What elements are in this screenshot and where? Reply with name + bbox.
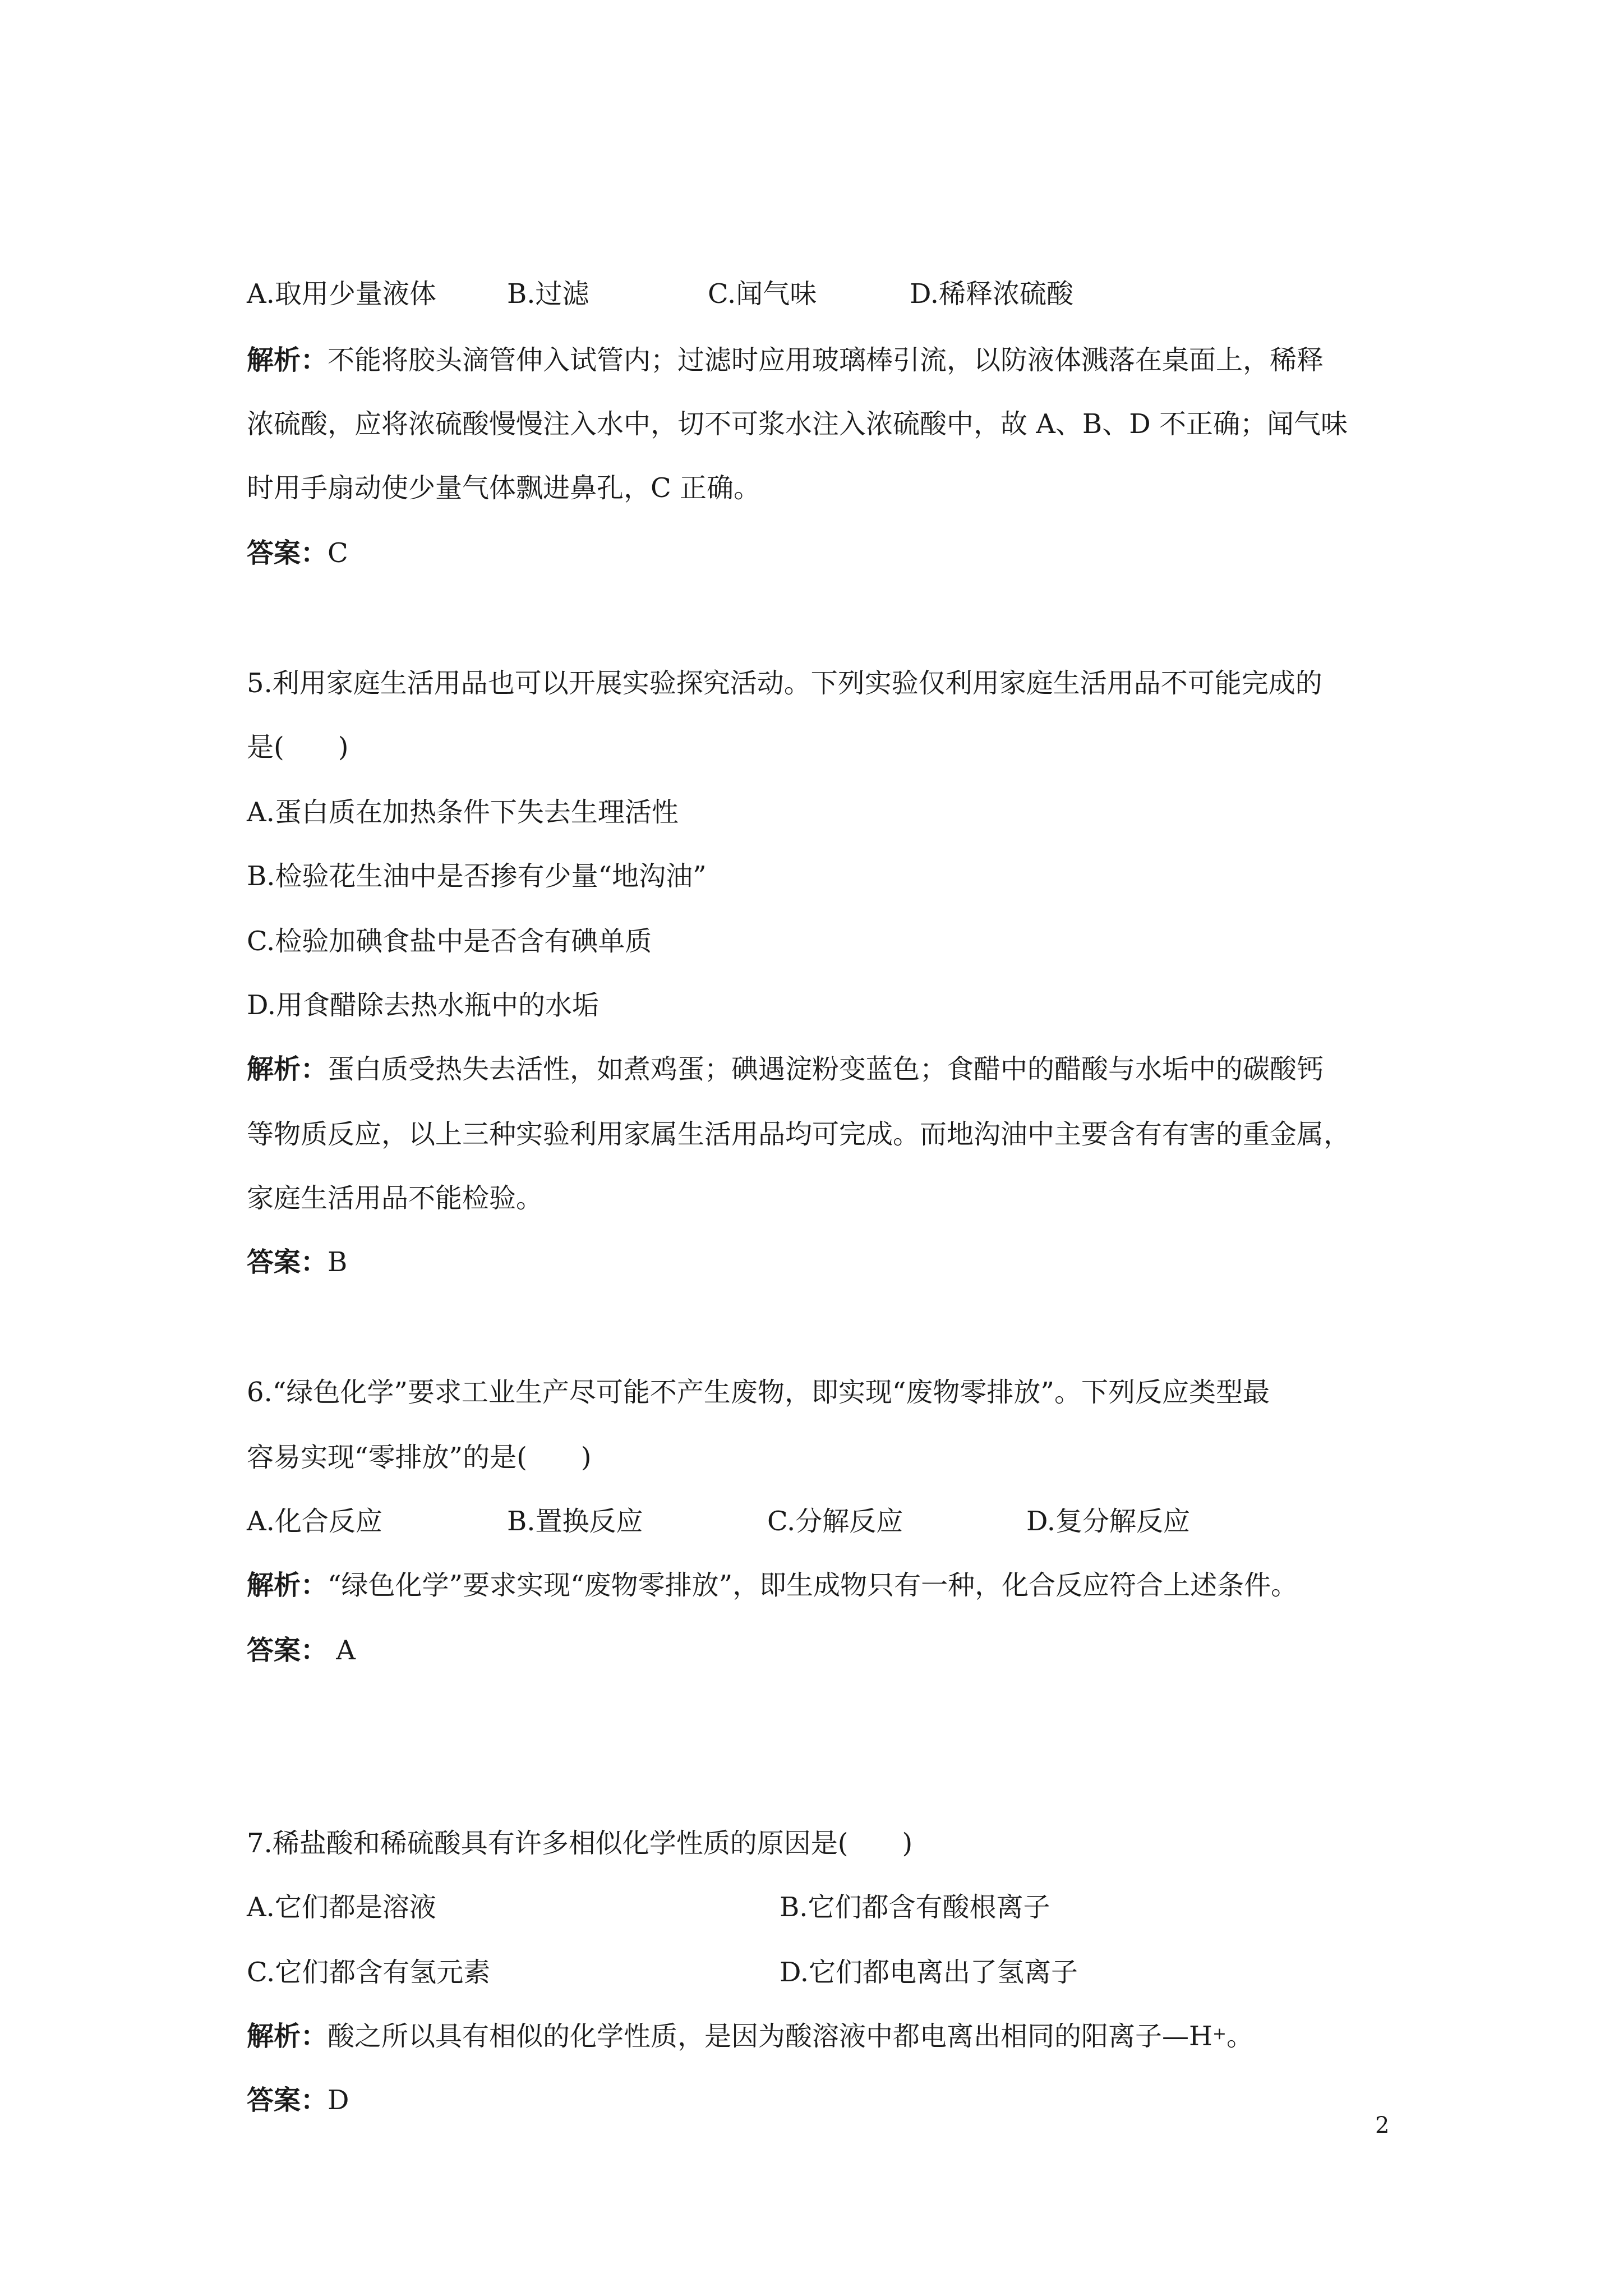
q7-option-d: D.它们都电离出了氢离子 (780, 1957, 1078, 1988)
q5-analysis-label: 解析： (247, 1053, 328, 1085)
q6-stem-line-1: 6.“绿色化学”要求工业生产尽可能不产生废物，即实现“废物零排放”。下列反应类型最 (247, 1377, 1270, 1408)
q6-analysis: 解析：“绿色化学”要求实现“废物零排放”，即生成物只有一种，化合反应符合上述条件。 (247, 1570, 1298, 1601)
q4-option-a: A.取用少量液体 (247, 278, 436, 310)
q5-stem-line-2: 是( ) (247, 731, 349, 763)
q5-analysis-line-1: 解析：蛋白质受热失去活性，如煮鸡蛋；碘遇淀粉变蓝色；食醋中的醋酸与水垢中的碳酸钙 (247, 1053, 1324, 1085)
q4-option-d: D.稀释浓硫酸 (910, 278, 1074, 310)
q5-answer-label: 答案： (247, 1246, 328, 1278)
q5-analysis-line-2: 等物质反应，以上三种实验利用家属生活用品均可完成。而地沟油中主要含有有害的重金属， (247, 1119, 1351, 1150)
q6-answer: 答案： A (247, 1635, 356, 1666)
q4-answer-label: 答案： (247, 537, 328, 569)
q4-option-c: C.闻气味 (708, 278, 817, 310)
q5-option-b: B.检验花生油中是否掺有少量“地沟油” (247, 861, 707, 892)
q4-option-b: B.过滤 (507, 278, 589, 310)
q4-analysis-line-2: 浓硫酸，应将浓硫酸慢慢注入水中，切不可浆水注入浓硫酸中，故 A、B、D 不正确；闻气味 (247, 408, 1348, 440)
q7-analysis-label: 解析： (247, 2021, 328, 2052)
q4-analysis-label: 解析： (247, 344, 328, 376)
q5-answer: 答案：B (247, 1246, 348, 1278)
q4-analysis-line-3: 时用手扇动使少量气体飘进鼻孔，C 正确。 (247, 472, 760, 504)
q6-option-c: C.分解反应 (767, 1506, 903, 1537)
q6-option-d: D.复分解反应 (1026, 1506, 1191, 1537)
q7-answer-label: 答案： (247, 2085, 328, 2116)
q7-stem: 7.稀盐酸和稀硫酸具有许多相似化学性质的原因是( ) (247, 1828, 913, 1859)
q7-option-b: B.它们都含有酸根离子 (780, 1892, 1050, 1923)
q5-stem-line-1: 5.利用家庭生活用品也可以开展实验探究活动。下列实验仅利用家庭生活用品不可能完成的 (247, 668, 1322, 699)
q7-option-c: C.它们都含有氢元素 (247, 1957, 491, 1988)
page-number: 2 (1375, 2113, 1390, 2138)
q6-option-a: A.化合反应 (247, 1506, 382, 1537)
q6-answer-label: 答案： (247, 1635, 328, 1666)
q4-answer: 答案：C (247, 537, 348, 569)
q5-option-a: A.蛋白质在加热条件下失去生理活性 (247, 797, 679, 828)
q7-analysis-superscript: + (1212, 2024, 1227, 2044)
q5-option-d: D.用食醋除去热水瓶中的水垢 (247, 990, 600, 1021)
q7-analysis: 解析：酸之所以具有相似的化学性质，是因为酸溶液中都电离出相同的阳离子—H+。 (247, 2021, 1254, 2052)
q7-option-a: A.它们都是溶液 (247, 1892, 436, 1923)
q7-answer: 答案：D (247, 2085, 349, 2116)
q5-analysis-line-3: 家庭生活用品不能检验。 (247, 1182, 543, 1214)
q6-analysis-label: 解析： (247, 1570, 328, 1601)
q4-analysis-line-1: 解析：不能将胶头滴管伸入试管内；过滤时应用玻璃棒引流，以防液体溅落在桌面上，稀释 (247, 344, 1324, 376)
q6-option-b: B.置换反应 (507, 1506, 643, 1537)
q5-option-c: C.检验加碘食盐中是否含有碘单质 (247, 926, 652, 957)
q6-stem-line-2: 容易实现“零排放”的是( ) (247, 1442, 592, 1473)
